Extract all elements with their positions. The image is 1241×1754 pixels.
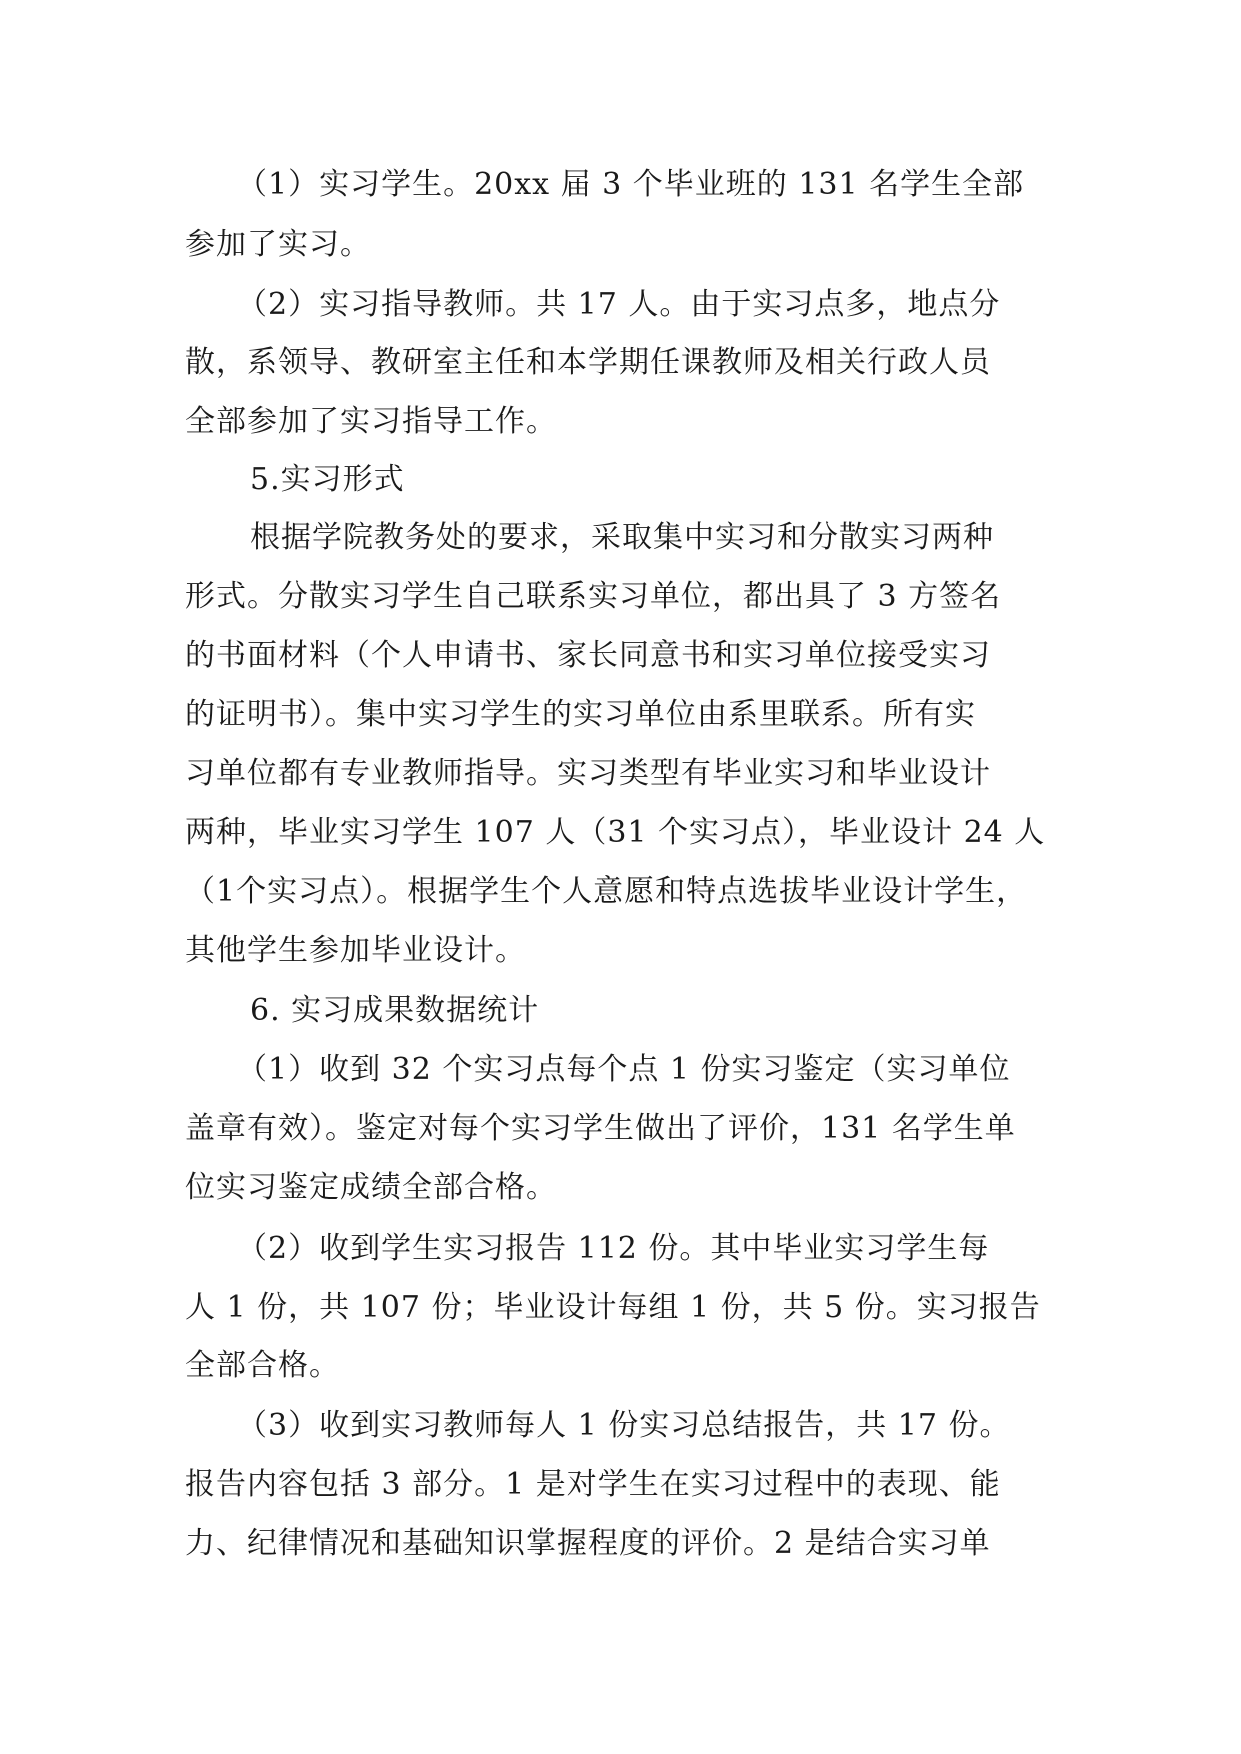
paragraph-line: （1）收到 32 个实习点每个点 1 份实习鉴定（实习单位 — [237, 1052, 1011, 1087]
paragraph-line: 根据学院教务处的要求，采取集中实习和分散实习两种 — [250, 520, 994, 555]
paragraph-line: 报告内容包括 3 部分。1 是对学生在实习过程中的表现、能 — [185, 1467, 1001, 1502]
paragraph-line: （2）实习指导教师。共 17 人。由于实习点多，地点分 — [237, 287, 1001, 322]
paragraph-line: 其他学生参加毕业设计。 — [185, 933, 526, 968]
paragraph-line: 全部合格。 — [185, 1348, 340, 1383]
paragraph-line: 位实习鉴定成绩全部合格。 — [185, 1170, 557, 1205]
paragraph-line: 习单位都有专业教师指导。实习类型有毕业实习和毕业设计 — [185, 756, 991, 791]
paragraph-line: 的书面材料（个人申请书、家长同意书和实习单位接受实习 — [185, 638, 991, 673]
paragraph-line: （1个实习点）。根据学生个人意愿和特点选拔毕业设计学生， — [185, 874, 1028, 909]
paragraph-line: 形式。分散实习学生自己联系实习单位，都出具了 3 方签名 — [185, 579, 1002, 614]
section-heading: 5.实习形式 — [250, 462, 405, 497]
paragraph-line: 的证明书）。集中实习学生的实习单位由系里联系。所有实 — [185, 697, 976, 732]
paragraph-line: 全部参加了实习指导工作。 — [185, 404, 557, 439]
paragraph-line: （1）实习学生。20xx 届 3 个毕业班的 131 名学生全部 — [237, 167, 1025, 202]
paragraph-line: 盖章有效）。鉴定对每个实习学生做出了评价，131 名学生单 — [185, 1111, 1016, 1146]
paragraph-line: 两种，毕业实习学生 107 人（31 个实习点），毕业设计 24 人 — [185, 815, 1046, 850]
section-heading: 6. 实习成果数据统计 — [250, 993, 540, 1028]
paragraph-line: （3）收到实习教师每人 1 份实习总结报告，共 17 份。 — [237, 1408, 1011, 1443]
paragraph-line: （2）收到学生实习报告 112 份。其中毕业实习学生每 — [237, 1231, 990, 1266]
paragraph-line: 散，系领导、教研室主任和本学期任课教师及相关行政人员 — [185, 345, 991, 380]
paragraph-line: 力、纪律情况和基础知识掌握程度的评价。2 是结合实习单 — [185, 1526, 991, 1561]
paragraph-line: 参加了实习。 — [185, 227, 371, 262]
paragraph-line: 人 1 份，共 107 份；毕业设计每组 1 份，共 5 份。实习报告 — [185, 1290, 1041, 1325]
